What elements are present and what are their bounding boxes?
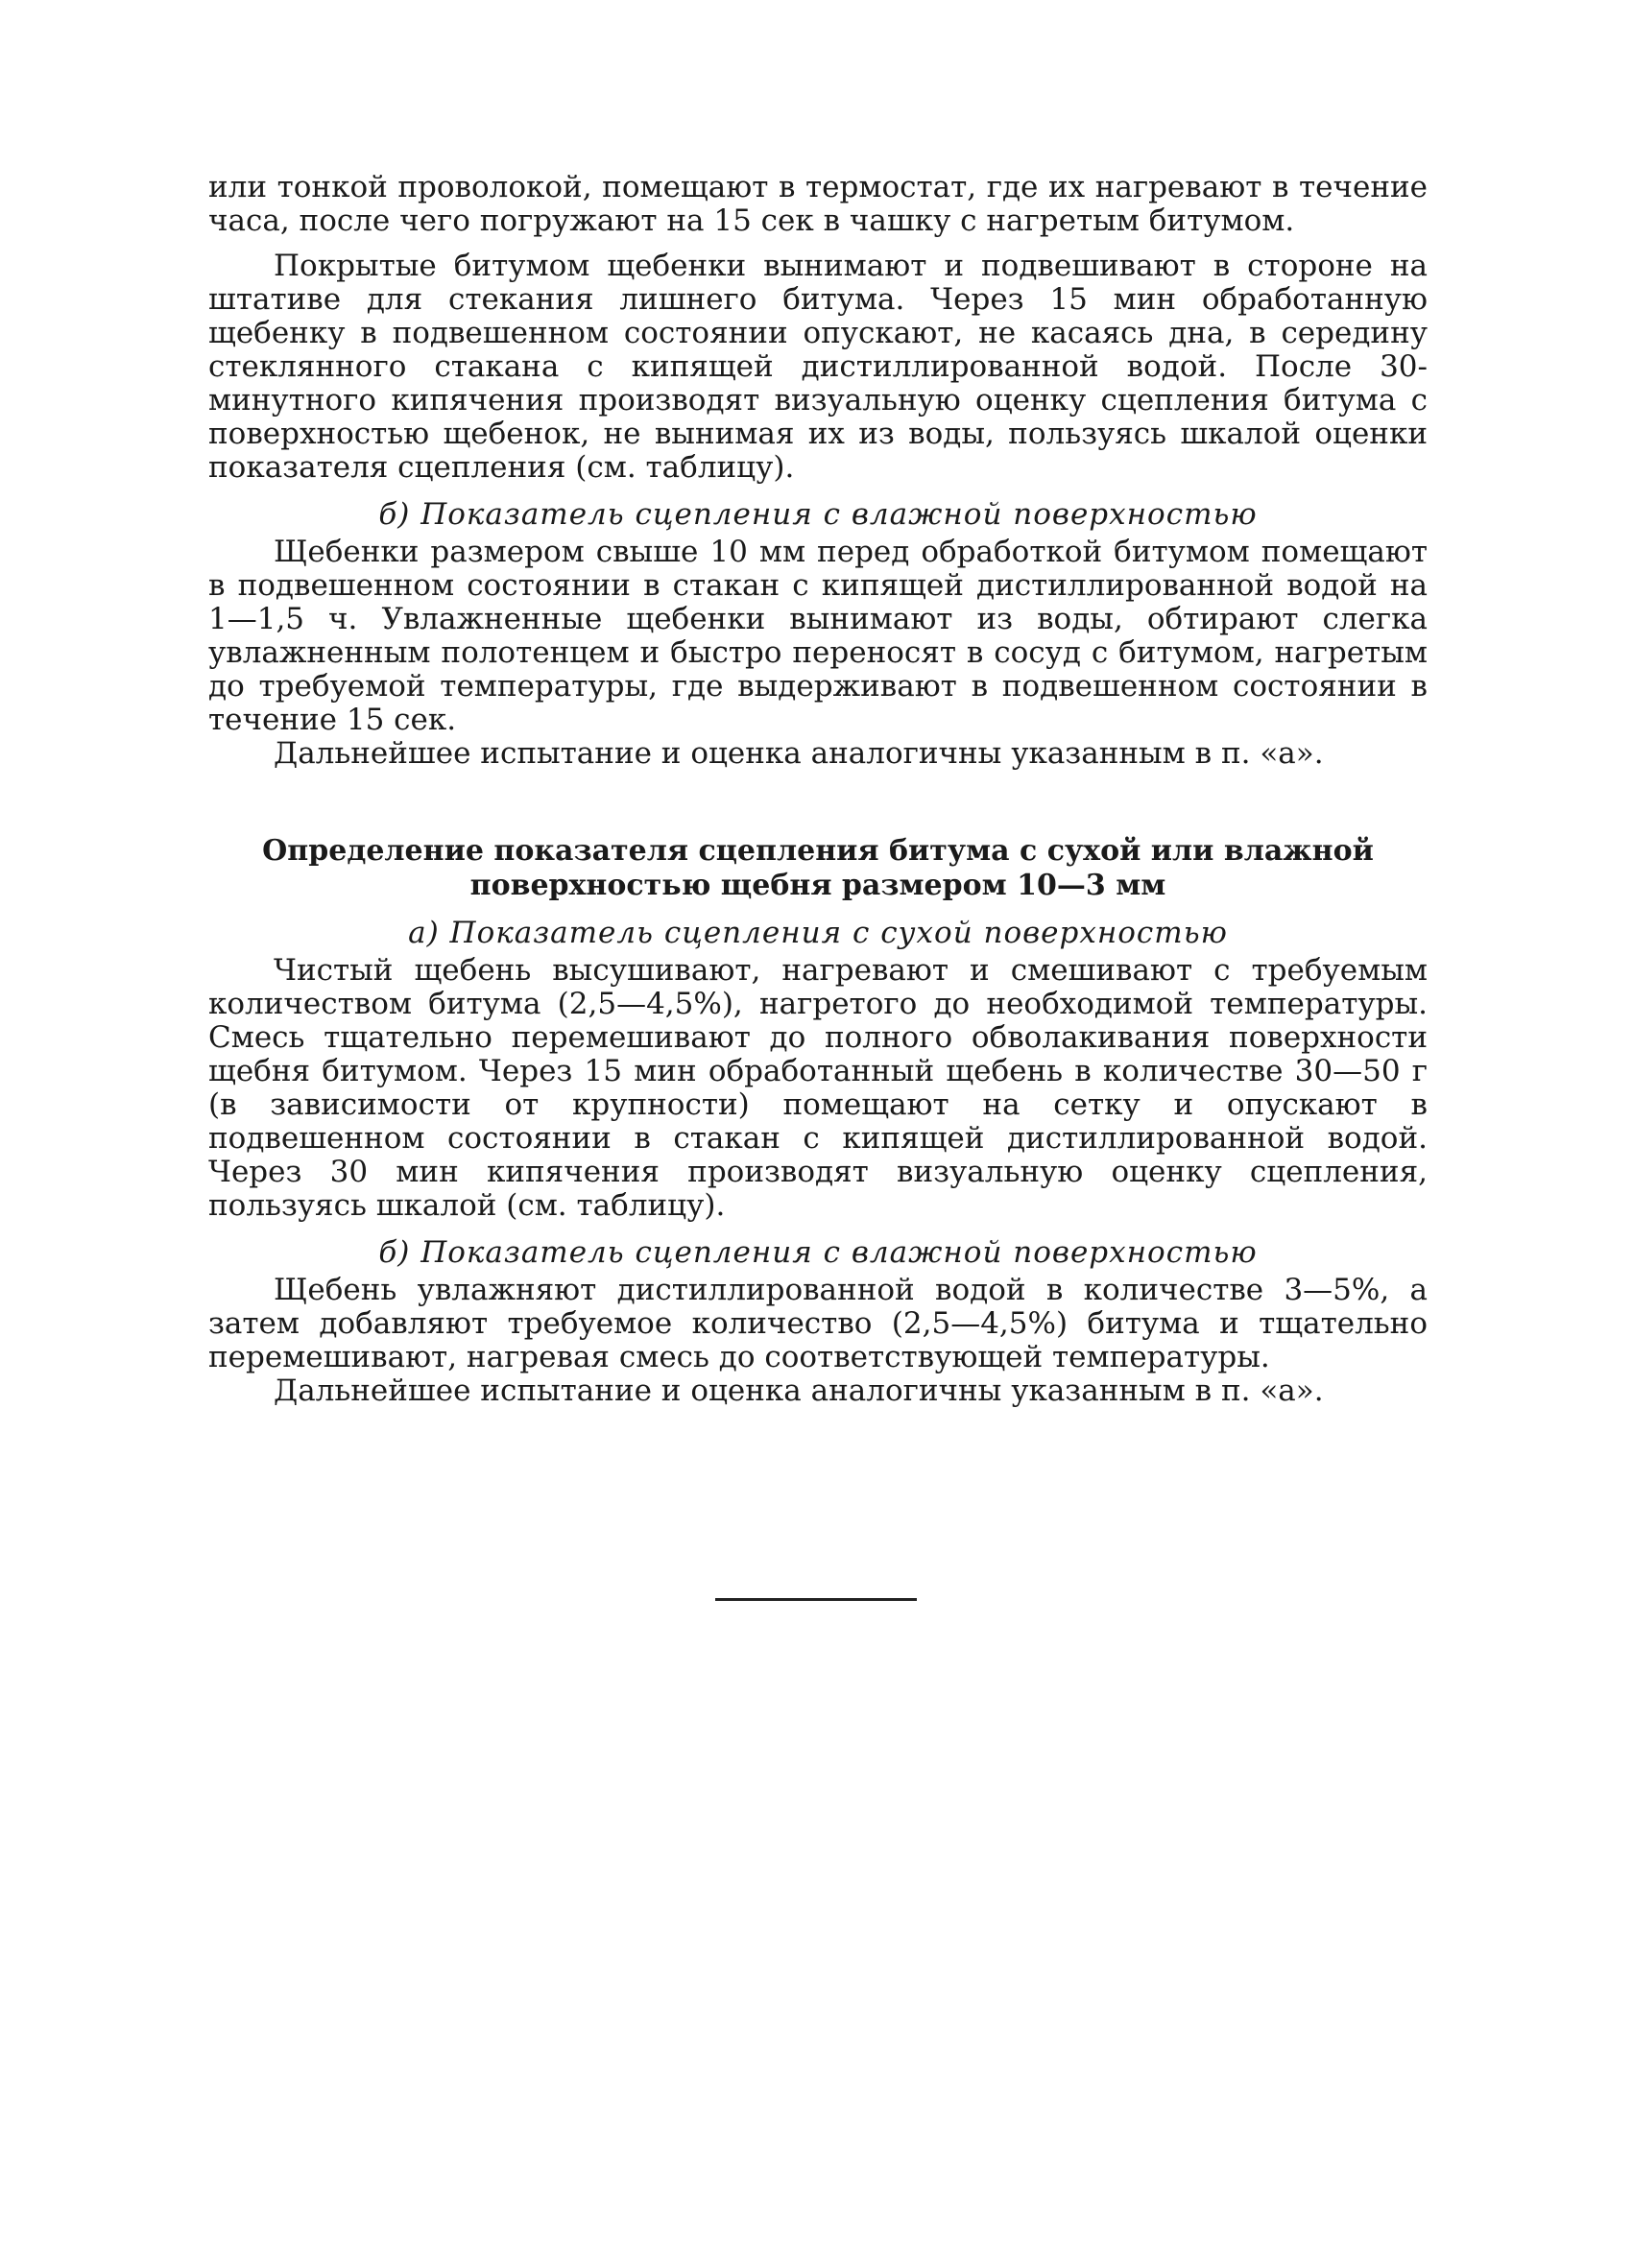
document-page [208,171,1428,1408]
paragraph-wet-gravel-procedure: Щебень увлажняют дистиллированной водой в количестве 3—5%, а затем добавляют требуемое количество (2,5—4,5%) битума и тщательно перемешивают, нагревая смесь до соответствующей температуры. [208,1273,1428,1374]
subheading-dry-surface-2: а) Показатель сцепления с сухой поверхностью [408,916,1228,950]
paragraph-dry-test-procedure: Покрытые битумом щебенки вынимают и подвешивают в стороне на штативе для стекания лишнего битума. Через 15 мин обработанную щебенку в подвешенном состоянии опускают, не касаясь дна, в середину стеклянного стакана с кипящей дистиллированной водой. После 30-минутного кипячения производят визуальную оценку сцепления битума с поверхностью щебенок, не вынимая их из воды, пользуясь шкалой оценки показателя сцепления (см. таблицу). [208,249,1428,485]
paragraph-wet-test-procedure: Щебенки размером свыше 10 мм перед обработкой битумом помещают в подвешенном состоянии в стакан с кипящей дистиллированной водой на 1—1,5 ч. Увлажненные щебенки вынимают из воды, обтирают слегка увлажненным полотенцем и быстро переносят в сосуд с битумом, нагретым до требуемой температуры, где выдерживают в подвешенном состоянии в течение 15 сек. [208,535,1428,737]
end-divider-rule [715,1598,917,1601]
subheading-wet-surface-1: б) Показатель сцепления с влажной поверхностью [378,497,1258,532]
subheading-wet-surface-2: б) Показатель сцепления с влажной поверхностью [378,1235,1258,1270]
paragraph-continuation: или тонкой проволокой, помещают в термостат, где их нагревают в течение часа, после чего погружают на 15 сек в чашку с нагретым битумом. [208,170,1428,238]
paragraph-dry-gravel-procedure: Чистый щебень высушивают, нагревают и смешивают с требуемым количеством битума (2,5—4,5%), нагретого до необходимой температуры. Смесь тщательно перемешивают до полного обволакивания поверхности щебня битумом. Через 15 мин обработанный щебень в количестве 30—50 г (в зависимости от крупности) помещают на сетку и опускают в подвешенном состоянии в стакан с кипящей дистиллированной водой. Через 30 мин кипячения производят визуальную оценку сцепления, пользуясь шкалой (см. таблицу). [208,953,1428,1223]
paragraph-further-testing-2: Дальнейшее испытание и оценка аналогичны указанным в п. «а». [274,1373,1324,1408]
paragraph-further-testing-1: Дальнейшее испытание и оценка аналогичны указанным в п. «а». [274,736,1324,771]
section-heading: Определение показателя сцепления битума с сухой или влажной поверхностью щебня размером 10—3 мм [262,834,1374,902]
